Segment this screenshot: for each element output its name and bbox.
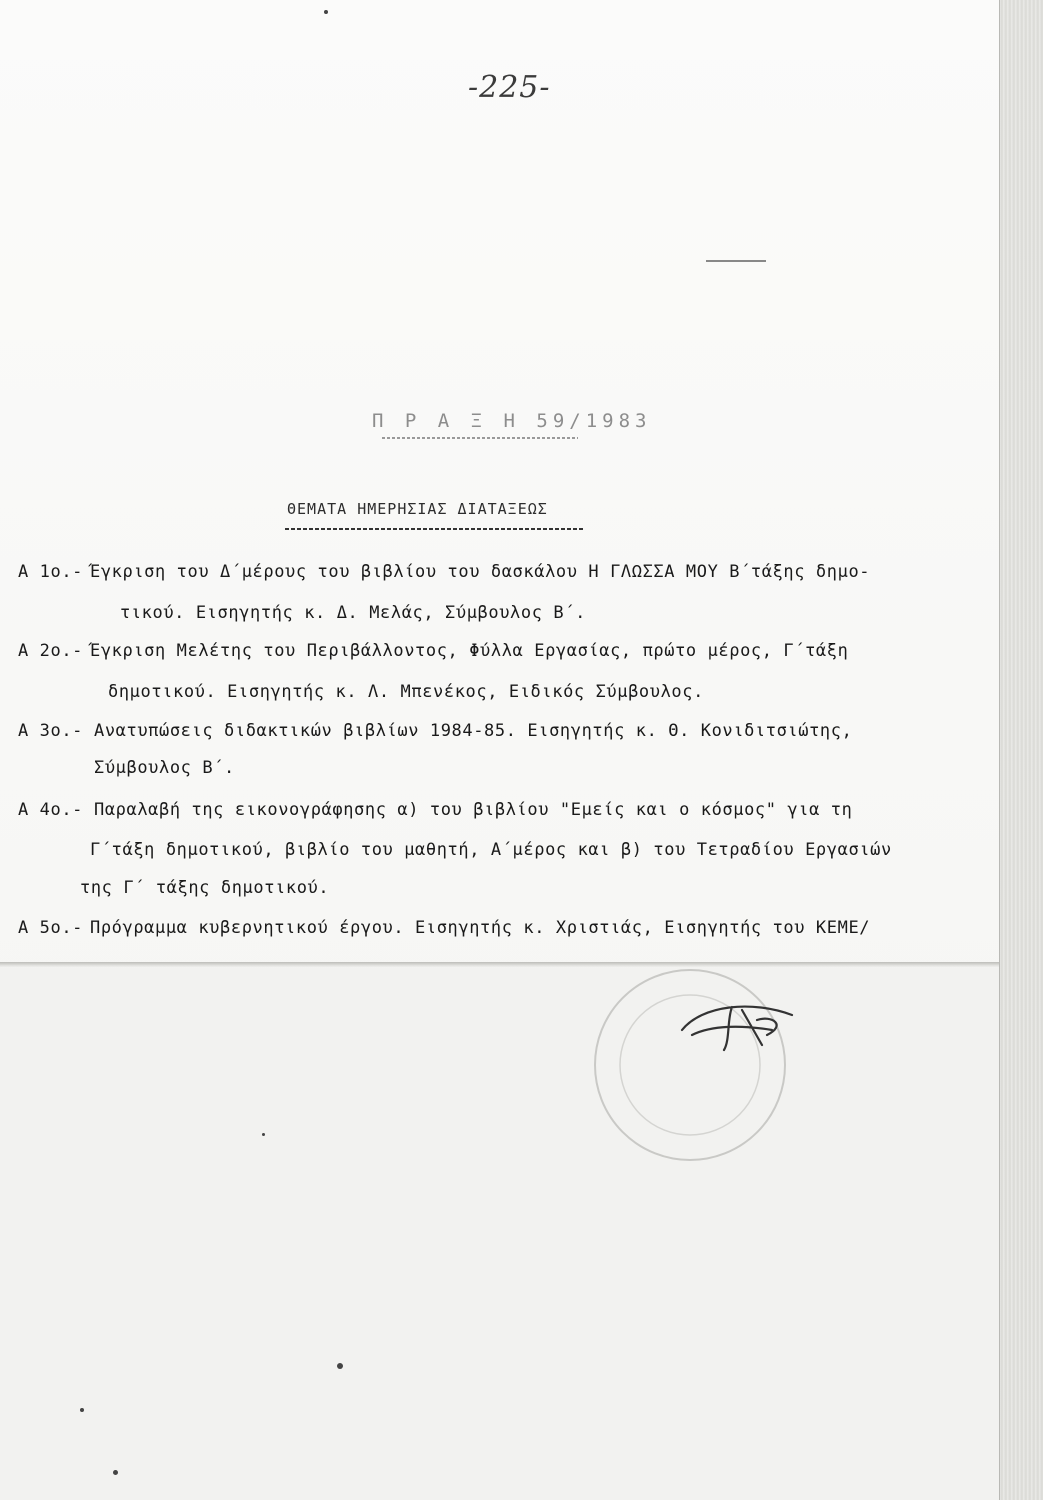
praxi-title: Π Ρ Α Ξ Η 59/1983: [372, 410, 652, 432]
stamp-icon: [580, 955, 800, 1175]
item-3-line-2: Σύμβουλος Β΄.: [94, 758, 235, 778]
praxi-underline: [382, 437, 578, 439]
agenda-underline: [285, 528, 585, 530]
speck: [262, 1133, 265, 1136]
item-5-line-1: Πρόγραμμα κυβερνητικού έργου. Εισηγητής κ. Χριστιάς, Εισηγητής του ΚΕΜΕ/: [90, 918, 871, 938]
speck: [80, 1408, 84, 1412]
agenda-item-4: [18, 800, 83, 820]
item-2-line-2: δημοτικού. Εισηγητής κ. Λ. Μπενέκος, Ειδικός Σύμβουλος.: [108, 682, 704, 702]
item-label: Α 5ο.-: [18, 918, 84, 938]
item-1-line-1: Έγκριση του Δ΄μέρους του βιβλίου του δασκάλου Η ΓΛΩΣΣΑ ΜΟΥ Β΄τάξης δημο-: [90, 562, 871, 582]
item-label: Α 2ο.-: [18, 641, 84, 661]
speck: [337, 1363, 343, 1369]
signature-icon: [672, 995, 802, 1055]
agenda-item-2: [18, 641, 83, 661]
item-4-line-2: Γ΄τάξη δημοτικού, βιβλίο του μαθητή, Α΄μέρος και β) του Τετραδίου Εργασιών: [90, 840, 892, 860]
agenda-item-1: [18, 562, 83, 582]
speck: [113, 1470, 118, 1475]
item-4-line-1: Παραλαβή της εικονογράφησης α) του βιβλίου "Εμείς και ο κόσμος" για τη: [94, 800, 853, 820]
item-label: Α 4ο.-: [18, 800, 84, 820]
folded-lower-sheet: [0, 968, 1000, 1500]
item-2-line-1: Έγκριση Μελέτης του Περιβάλλοντος, Φύλλα Εργασίας, πρώτο μέρος, Γ΄τάξη: [90, 641, 849, 661]
stacked-pages-edge: [999, 0, 1043, 1500]
item-3-line-1: Ανατυπώσεις διδακτικών βιβλίων 1984-85. Εισηγητής κ. Θ. Κονιδιτσιώτης,: [94, 721, 853, 741]
page-number: -225-: [468, 70, 551, 105]
item-1-line-2: τικού. Εισηγητής κ. Δ. Μελάς, Σύμβουλος Β΄.: [120, 603, 586, 623]
item-4-line-3: της Γ΄ τάξης δημοτικού.: [80, 878, 330, 898]
dash-mark: [706, 260, 766, 262]
speck: [324, 10, 328, 14]
item-label: Α 3ο.-: [18, 721, 84, 741]
item-label: Α 1ο.-: [18, 562, 84, 582]
agenda-item-3: [18, 721, 83, 741]
agenda-item-5: [18, 918, 83, 938]
agenda-heading: ΘΕΜΑΤΑ ΗΜΕΡΗΣΙΑΣ ΔΙΑΤΑΞΕΩΣ: [287, 500, 548, 518]
fold-line: [0, 962, 1000, 968]
